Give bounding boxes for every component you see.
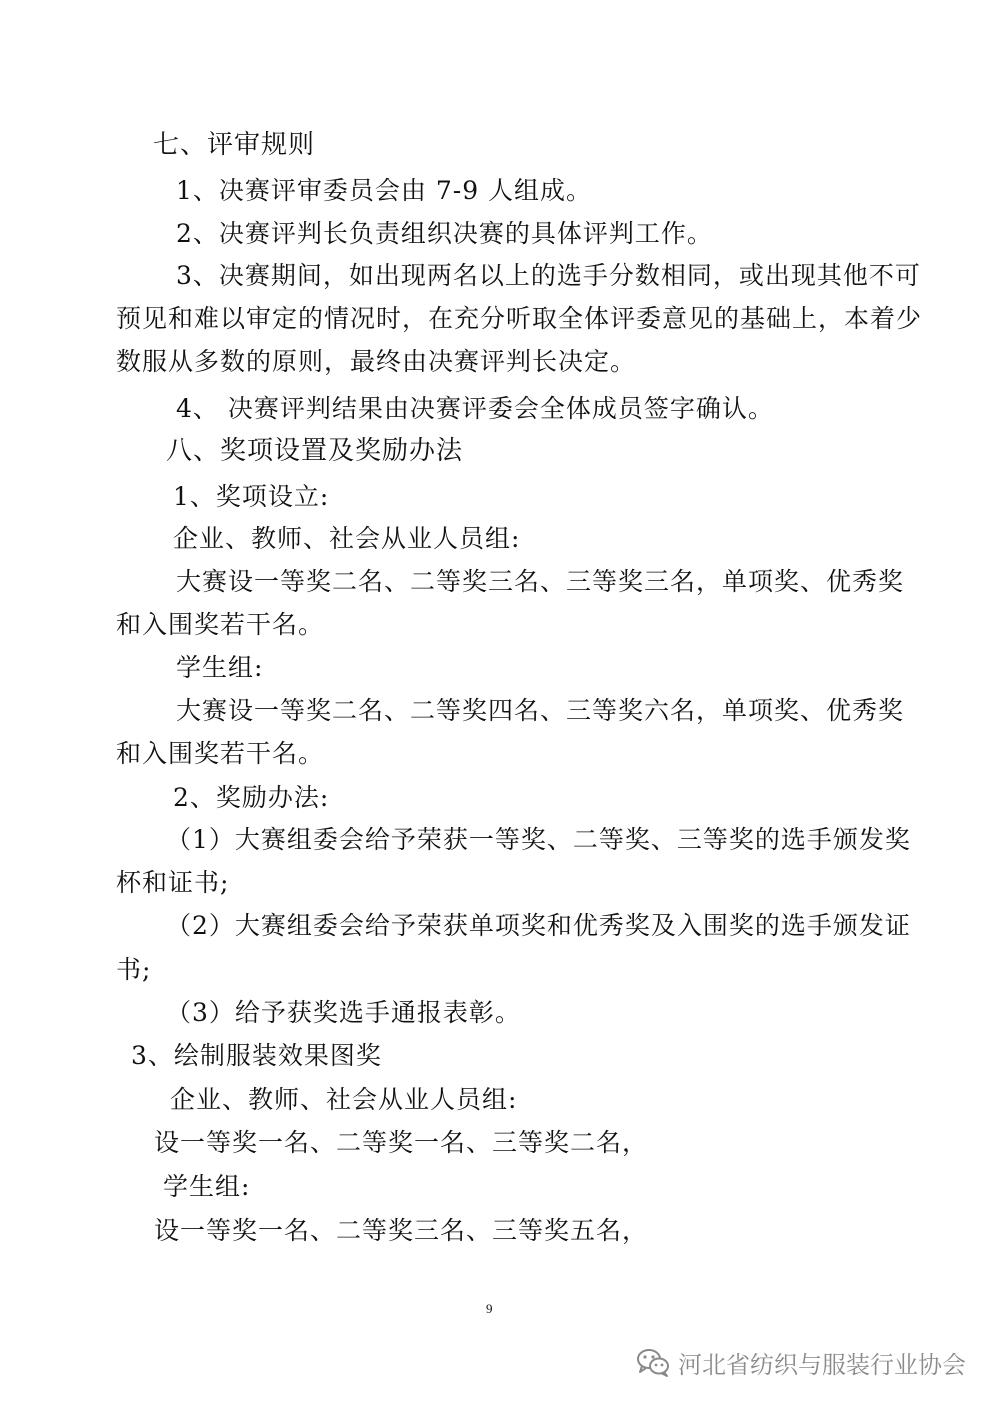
rule-4: 4、 决赛评判结果由决赛评委会全体成员签字确认。 bbox=[176, 394, 774, 423]
rule-3-line-2: 预见和难以审定的情况时，在充分听取全体评委意见的基础上，本着少 bbox=[116, 304, 923, 333]
reward-2-line-2: 书; bbox=[116, 955, 152, 984]
watermark-text: 河北省纺织与服装行业协会 bbox=[678, 1350, 966, 1379]
watermark bbox=[636, 1340, 966, 1384]
page-number: 9 bbox=[486, 1301, 493, 1316]
reward-3: （3）给予获奖选手通报表彰。 bbox=[166, 998, 521, 1027]
rule-3-line-3: 数服从多数的原则，最终由决赛评判长决定。 bbox=[116, 347, 637, 376]
wechat-icon bbox=[636, 1347, 670, 1377]
drawing-adult-awards: 设一等奖一名、二等奖一名、三等奖二名， bbox=[154, 1128, 649, 1157]
student-group-label: 学生组: bbox=[176, 653, 264, 682]
drawing-student-awards: 设一等奖一名、二等奖三名、三等奖五名， bbox=[154, 1216, 649, 1245]
reward-1-line-2: 杯和证书; bbox=[116, 868, 230, 897]
section-7-title: 七、评审规则 bbox=[153, 130, 316, 160]
reward-method-heading: 2、奖励办法: bbox=[173, 783, 330, 812]
student-awards-line-1: 大赛设一等奖二名、二等奖四名、三等奖六名，单项奖、优秀奖 bbox=[176, 696, 905, 725]
student-awards-line-2: 和入围奖若干名。 bbox=[116, 739, 325, 768]
adult-awards-line-1: 大赛设一等奖二名、二等奖三名、三等奖三名，单项奖、优秀奖 bbox=[176, 567, 905, 596]
section-8-title: 八、奖项设置及奖励办法 bbox=[166, 436, 464, 466]
rule-1: 1、决赛评审委员会由 7-9 人组成。 bbox=[176, 176, 593, 205]
award-setup-heading: 1、奖项设立: bbox=[173, 482, 330, 511]
adult-awards-line-2: 和入围奖若干名。 bbox=[116, 610, 325, 639]
drawing-student-group-label: 学生组: bbox=[163, 1172, 251, 1201]
reward-2-line-1: （2）大赛组委会给予荣获单项奖和优秀奖及入围奖的选手颁发证 bbox=[166, 911, 911, 940]
rule-2: 2、决赛评判长负责组织决赛的具体评判工作。 bbox=[176, 219, 713, 248]
drawing-award-heading: 3、绘制服装效果图奖 bbox=[131, 1041, 382, 1070]
reward-1-line-1: （1）大赛组委会给予荣获一等奖、二等奖、三等奖的选手颁发奖 bbox=[166, 825, 911, 854]
adult-group-label: 企业、教师、社会从业人员组: bbox=[173, 524, 521, 553]
rule-3-line-1: 3、决赛期间，如出现两名以上的选手分数相同，或出现其他不可 bbox=[176, 261, 921, 290]
drawing-adult-group-label: 企业、教师、社会从业人员组: bbox=[170, 1085, 518, 1114]
